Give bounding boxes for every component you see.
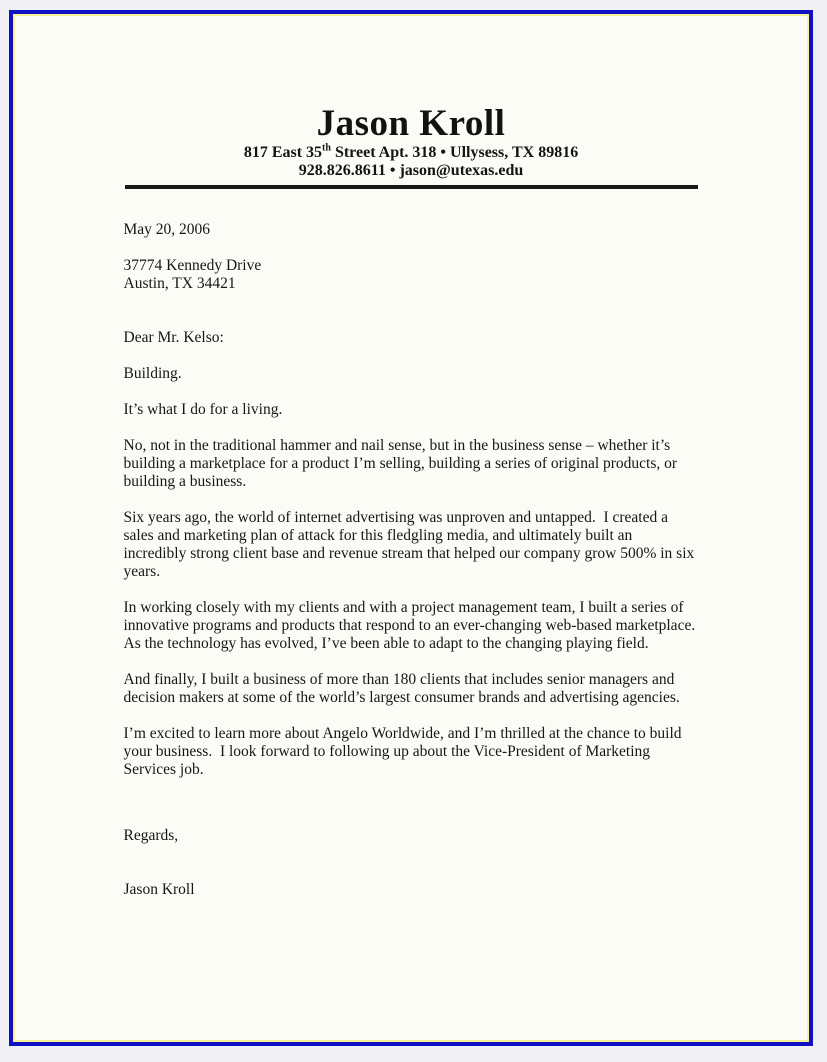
letterhead-address-line <box>15 144 807 162</box>
address-text-end: Street Apt. 318 • Ullysess, TX 89816 <box>330 144 579 161</box>
salutation: Dear Mr. Kelso: <box>123 329 224 346</box>
closing: Regards, <box>123 827 179 844</box>
letterhead-contact-line: 928.826.8611 • jason@utexas.edu <box>298 162 524 179</box>
letter-date: May 20, 2006 <box>123 221 211 238</box>
letterhead-name: Jason Kroll <box>316 103 506 144</box>
address-ordinal-suffix: th <box>322 142 331 154</box>
letter-paragraph: Building. <box>123 365 182 382</box>
letter-paragraph: I’m excited to learn more about Angelo Worldwide, and I’m thrilled at the chance to build your business. I look forward to following up about the Vice-President of Marketing Services job. <box>123 725 686 778</box>
letterhead <box>15 16 807 189</box>
letter-page <box>13 14 809 1042</box>
letter-paragraph: It’s what I do for a living. <box>123 401 283 418</box>
recipient-address-line: Austin, TX 34421 <box>123 275 236 292</box>
letter-paragraph: And finally, I built a business of more than 180 clients that includes senior managers and decision makers at some of the world’s largest consumer brands and advertising agencies. <box>123 671 680 706</box>
letterhead-divider-rule <box>125 185 698 189</box>
letter-paragraph: Six years ago, the world of internet advertising was unproven and untapped. I created a sales and marketing plan of attack for this fledgling media, and ultimately built an incredibly strong client base and revenue stream that helped our company grow 500% in six years. <box>123 509 699 580</box>
letter-paragraph: No, not in the traditional hammer and nail sense, but in the business sense – whether it’s building a marketplace for a product I’m selling, building a series of original products, or building a business. <box>123 437 681 490</box>
recipient-address <box>124 257 699 293</box>
recipient-address-line: 37774 Kennedy Drive <box>123 257 262 274</box>
letter-body <box>123 221 703 899</box>
signature-name: Jason Kroll <box>123 881 195 898</box>
letter-page-frame <box>9 10 813 1046</box>
letter-paragraph: In working closely with my clients and with a project management team, I built a series of innovative programs and products that respond to an ever-changing web-based marketplace. As the technology has evolved, I’ve been able to adapt to the changing playing field. <box>123 599 703 652</box>
address-text-start: 817 East 35 <box>243 144 323 161</box>
